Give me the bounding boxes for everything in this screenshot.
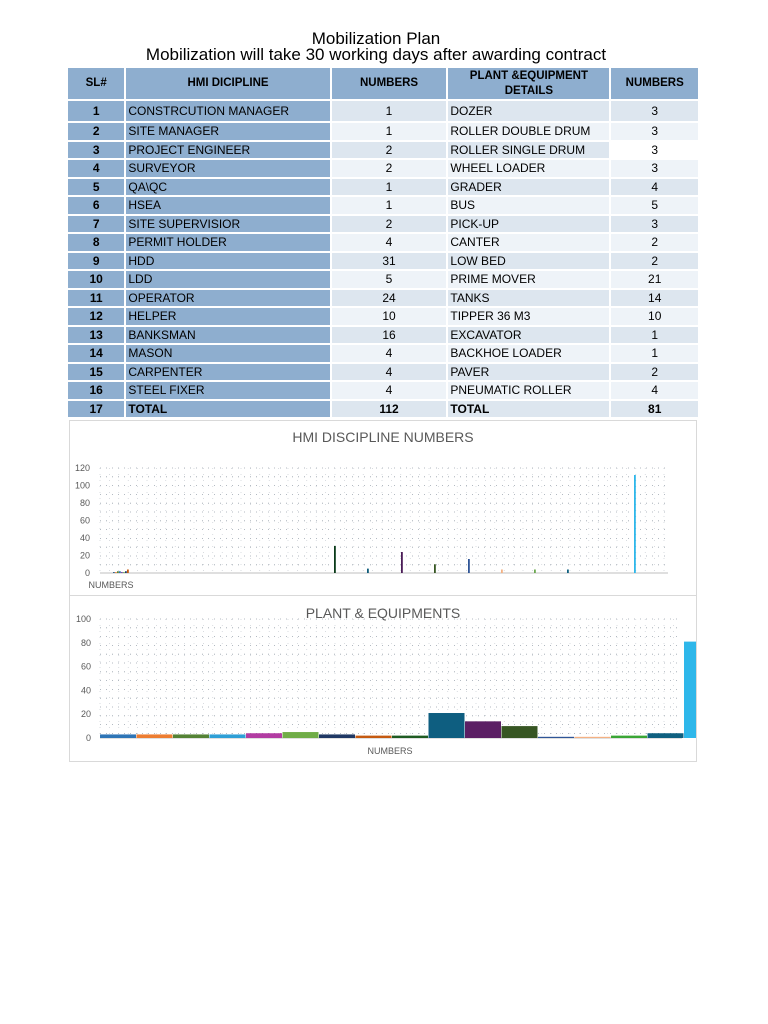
table-row — [68, 308, 698, 325]
row-plant: TIPPER 36 M3 — [448, 308, 609, 325]
bar — [173, 734, 209, 738]
y-tick-label: 100 — [75, 614, 91, 624]
bar — [634, 475, 636, 573]
row-discipline: QA\QC — [126, 179, 329, 196]
row-discipline: CONSTRCUTION MANAGER — [126, 101, 329, 121]
bar — [429, 713, 465, 738]
bar — [575, 737, 611, 738]
y-tick-label: 40 — [79, 533, 90, 543]
y-tick-label: 20 — [80, 709, 91, 720]
row-plant-number: 2 — [611, 364, 698, 381]
row-discipline: CARPENTER — [126, 364, 329, 381]
plant-equipment-chart — [69, 595, 697, 762]
row-plant: TANKS — [448, 290, 609, 307]
table-row — [68, 290, 698, 307]
bar — [117, 571, 119, 573]
bar — [401, 552, 403, 573]
y-tick-label: 0 — [84, 568, 90, 578]
row-discipline-number: 4 — [332, 364, 447, 381]
row-sl: 16 — [68, 382, 124, 399]
page-subtitle: Mobilization will take 30 working days after awarding contract — [145, 45, 607, 64]
bar — [121, 572, 123, 573]
row-plant-number: 3 — [611, 123, 698, 140]
row-plant: BACKHOE LOADER — [448, 345, 609, 362]
row-discipline: HDD — [126, 253, 329, 270]
row-sl: 4 — [68, 160, 124, 177]
row-discipline-number: 1 — [332, 179, 447, 196]
y-tick-label: 40 — [80, 685, 91, 696]
row-plant-number: 1 — [611, 345, 698, 362]
bar — [119, 571, 121, 573]
table-row — [68, 327, 698, 344]
row-discipline: HSEA — [126, 197, 329, 214]
bar — [115, 572, 117, 573]
row-discipline: TOTAL — [126, 401, 329, 418]
bar — [502, 726, 538, 738]
row-plant: CANTER — [448, 234, 609, 251]
row-sl: 15 — [68, 364, 124, 381]
row-plant-number: 2 — [611, 253, 698, 270]
y-tick-label: 20 — [79, 550, 90, 561]
bar — [356, 736, 392, 738]
row-sl: 1 — [68, 101, 124, 121]
bar — [283, 732, 319, 738]
row-discipline-number: 1 — [332, 101, 447, 121]
row-sl: 10 — [68, 271, 124, 288]
bar — [137, 734, 173, 738]
bar — [113, 572, 115, 573]
row-plant: PICK-UP — [448, 216, 609, 233]
y-tick-label: 100 — [74, 480, 90, 491]
bar — [392, 736, 428, 738]
row-discipline-number: 4 — [332, 234, 447, 251]
bar — [100, 734, 136, 738]
row-discipline: SITE MANAGER — [126, 123, 329, 140]
row-plant: LOW BED — [448, 253, 609, 270]
hmi-chart-plot — [70, 421, 696, 595]
bar — [538, 737, 574, 738]
column-header-numbers: NUMBERS — [332, 68, 447, 99]
row-discipline-number: 31 — [332, 253, 447, 270]
row-plant-number: 3 — [611, 142, 698, 159]
row-sl: 11 — [68, 290, 124, 307]
row-plant: BUS — [448, 197, 609, 214]
row-discipline-number: 16 — [332, 327, 447, 344]
bar — [127, 570, 129, 574]
row-plant-number: 4 — [611, 179, 698, 196]
bar — [534, 570, 536, 574]
chart-title: HMI DISCIPLINE NUMBERS — [292, 429, 474, 445]
y-tick-label: 80 — [80, 637, 91, 648]
table-row — [68, 364, 698, 381]
row-plant: PNEUMATIC ROLLER — [448, 382, 609, 399]
row-plant-number: 4 — [611, 382, 698, 399]
row-discipline: LDD — [126, 271, 329, 288]
row-sl: 3 — [68, 142, 124, 159]
row-discipline-number: 4 — [332, 345, 447, 362]
row-plant-number: 2 — [611, 234, 698, 251]
row-plant: PRIME MOVER — [448, 271, 609, 288]
page-title: Mobilization Plan — [311, 29, 441, 48]
row-plant-number: 81 — [611, 401, 698, 418]
row-plant: TOTAL — [448, 401, 609, 418]
row-plant: WHEEL LOADER — [448, 160, 609, 177]
row-discipline-number: 4 — [332, 382, 447, 399]
row-sl: 5 — [68, 179, 124, 196]
row-plant: ROLLER DOUBLE DRUM — [448, 123, 609, 140]
row-sl: 6 — [68, 197, 124, 214]
row-plant: DOZER — [448, 101, 609, 121]
column-header-discipline: HMI DICIPLINE — [126, 68, 329, 99]
row-discipline-number: 10 — [332, 308, 447, 325]
bar — [367, 569, 369, 573]
hmi-discipline-chart — [69, 420, 697, 596]
x-axis-label: NUMBERS — [367, 746, 413, 756]
bar — [648, 733, 684, 738]
row-discipline-number: 2 — [332, 160, 447, 177]
table-row — [68, 271, 698, 288]
x-axis-label: NUMBERS — [88, 580, 134, 590]
chart-title: PLANT & EQUIPMENTS — [305, 605, 461, 621]
column-header-plant-numbers: NUMBERS — [611, 68, 698, 99]
row-plant-number: 3 — [611, 160, 698, 177]
y-tick-label: 80 — [79, 498, 90, 508]
bar — [123, 572, 125, 573]
row-discipline: OPERATOR — [126, 290, 329, 307]
table-row — [68, 160, 698, 177]
row-discipline-number: 112 — [332, 401, 447, 418]
row-discipline: HELPER — [126, 308, 329, 325]
bar — [567, 570, 569, 574]
bar — [319, 734, 355, 738]
bar — [611, 736, 647, 738]
row-sl: 7 — [68, 216, 124, 233]
row-sl: 9 — [68, 253, 124, 270]
bar — [246, 733, 282, 738]
table-row — [68, 101, 698, 121]
bar — [684, 642, 696, 738]
y-tick-label: 60 — [79, 515, 90, 526]
mobilization-table — [66, 66, 700, 419]
row-plant: GRADER — [448, 179, 609, 196]
row-plant: ROLLER SINGLE DRUM — [448, 142, 609, 159]
row-sl: 2 — [68, 123, 124, 140]
row-sl: 12 — [68, 308, 124, 325]
table-row — [68, 197, 698, 214]
row-plant-number: 14 — [611, 290, 698, 307]
bar — [468, 559, 470, 573]
table-header-row — [68, 68, 698, 99]
row-plant-number: 1 — [611, 327, 698, 344]
row-discipline-number: 1 — [332, 123, 447, 140]
table-row — [68, 253, 698, 270]
row-sl: 14 — [68, 345, 124, 362]
table-row — [68, 142, 698, 159]
table-row — [68, 345, 698, 362]
table-row — [68, 123, 698, 140]
table-row — [68, 234, 698, 251]
row-discipline-number: 24 — [332, 290, 447, 307]
row-discipline: STEEL FIXER — [126, 382, 329, 399]
table-row — [68, 216, 698, 233]
row-plant-number: 21 — [611, 271, 698, 288]
column-header-plant-details: PLANT &EQUIPMENT DETAILS — [448, 68, 609, 99]
row-plant-number: 3 — [611, 216, 698, 233]
row-plant: PAVER — [448, 364, 609, 381]
row-plant-number: 3 — [611, 101, 698, 121]
row-discipline: SITE SUPERVISIOR — [126, 216, 329, 233]
table-row — [68, 382, 698, 399]
row-discipline-number: 2 — [332, 216, 447, 233]
y-tick-label: 120 — [74, 463, 90, 473]
row-discipline-number: 2 — [332, 142, 447, 159]
bar — [210, 734, 246, 738]
y-tick-label: 0 — [85, 733, 91, 743]
row-plant-number: 5 — [611, 197, 698, 214]
bar — [125, 571, 127, 573]
column-header-sl: SL# — [68, 68, 124, 99]
row-discipline: MASON — [126, 345, 329, 362]
bar — [334, 546, 336, 573]
table-row — [68, 179, 698, 196]
y-tick-label: 60 — [80, 661, 91, 672]
row-sl: 13 — [68, 327, 124, 344]
bar — [501, 570, 503, 574]
row-sl: 8 — [68, 234, 124, 251]
bar — [434, 564, 436, 573]
row-discipline-number: 1 — [332, 197, 447, 214]
row-plant: EXCAVATOR — [448, 327, 609, 344]
row-sl: 17 — [68, 401, 124, 418]
table-row — [68, 401, 698, 418]
row-discipline-number: 5 — [332, 271, 447, 288]
bar — [465, 721, 501, 738]
row-discipline: BANKSMAN — [126, 327, 329, 344]
row-discipline: PROJECT ENGINEER — [126, 142, 329, 159]
row-discipline: PERMIT HOLDER — [126, 234, 329, 251]
plant-chart-plot — [70, 596, 696, 761]
row-discipline: SURVEYOR — [126, 160, 329, 177]
row-plant-number: 10 — [611, 308, 698, 325]
